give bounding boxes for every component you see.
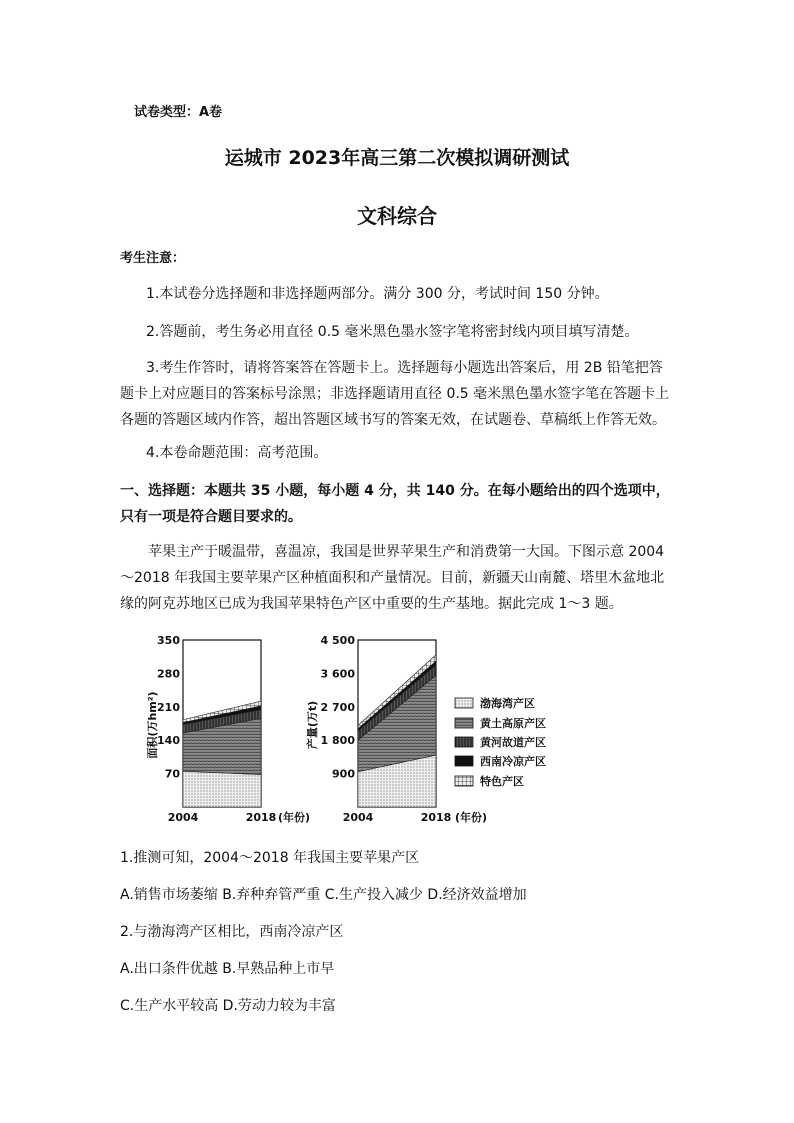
y-tick-label: 2 700 bbox=[320, 700, 355, 714]
legend-label: 渤海湾产区 bbox=[480, 697, 535, 710]
legend-label: 黄土高原产区 bbox=[480, 717, 546, 730]
y-tick-labels bbox=[321, 634, 356, 781]
y-tick-label: 350 bbox=[157, 634, 180, 647]
y-tick-label: 4 500 bbox=[320, 634, 355, 647]
question-1-options: A.销售市场萎缩 B.弃种弃管严重 C.生产投入减少 D.经济效益增加 bbox=[120, 887, 527, 903]
x-tick-label: 2018 bbox=[420, 811, 452, 824]
notice-item: 3.考生作答时，请将答案答在答题卡上。选择题每小题选出答案后，用 2B 铅笔把答题卡上对应题目的答案标号涂黑；非选择题请用直径 0.5 毫米黑色墨水签字笔在答题卡上各题的答题区域内作答，超出答题区域书写的答案无效，在试题卷、草稿纸上作答无效。 bbox=[120, 360, 670, 428]
y-tick-label: 140 bbox=[157, 734, 180, 748]
legend-swatch bbox=[455, 698, 473, 708]
legend-swatch bbox=[455, 776, 473, 786]
exam-title: 运城市 2023年高三第二次模拟调研测试 bbox=[224, 147, 570, 169]
y-axis-label: 面积(万hm²) bbox=[146, 691, 159, 759]
figure bbox=[110, 625, 550, 835]
area-series bbox=[183, 771, 261, 807]
notice-item: 1.本试卷分选择题和非选择题两部分。满分 300 分，考试时间 150 分钟。 bbox=[146, 286, 609, 302]
question-1-stem: 1.推测可知，2004～2018 年我国主要苹果产区 bbox=[120, 850, 420, 866]
y-tick-label: 1 800 bbox=[320, 734, 355, 748]
x-axis-label: (年份) bbox=[278, 811, 311, 824]
section-heading: 一、选择题：本题共 35 小题，每小题 4 分，共 140 分。在每小题给出的四个选项中，只有一项是符合题目要求的。 bbox=[120, 483, 670, 525]
y-tick-labels bbox=[157, 634, 180, 781]
y-tick-label: 3 600 bbox=[320, 667, 355, 681]
passage: 苹果主产于暖温带，喜温凉，我国是世界苹果生产和消费第一大国。下图示意 2004～2018 年我国主要苹果产区种植面积和产量情况。目前，新疆天山南麓、塔里木盆地北缘的阿克苏地区已成为我国苹果特色产区中重要的生产基地。据此完成 1～3 题。 bbox=[120, 544, 665, 612]
y-tick-label: 280 bbox=[157, 667, 180, 681]
x-tick-label: 2004 bbox=[342, 811, 374, 824]
notice-item: 4.本卷命题范围：高考范围。 bbox=[146, 445, 328, 461]
x-tick-label: 2004 bbox=[167, 811, 199, 824]
question-2-options: C.生产水平较高 D.劳动力较为丰富 bbox=[120, 998, 336, 1014]
y-tick-label: 210 bbox=[157, 700, 180, 714]
legend-label: 黄河故道产区 bbox=[480, 736, 546, 749]
paper-type-label: 试卷类型：A卷 bbox=[134, 105, 223, 120]
question-2-stem: 2.与渤海湾产区相比，西南冷凉产区 bbox=[120, 924, 344, 940]
notice-title: 考生注意： bbox=[120, 251, 186, 266]
area-chart-1 bbox=[145, 634, 310, 824]
legend-label: 西南冷凉产区 bbox=[480, 755, 546, 768]
subject-title: 文科综合 bbox=[357, 204, 437, 228]
question-2-options: A.出口条件优越 B.早熟品种上市早 bbox=[120, 961, 335, 977]
x-axis-label: (年份) bbox=[455, 811, 488, 824]
legend-swatch bbox=[455, 756, 473, 766]
legend-swatch bbox=[455, 718, 473, 728]
legend-label: 特色产区 bbox=[480, 775, 524, 788]
legend bbox=[455, 696, 546, 788]
area-chart-2 bbox=[305, 634, 487, 824]
x-tick-label: 2018 bbox=[245, 811, 277, 824]
legend-swatch bbox=[455, 737, 473, 747]
y-tick-label: 900 bbox=[332, 767, 355, 781]
y-tick-label: 70 bbox=[164, 767, 180, 781]
stacked-areas bbox=[183, 701, 261, 807]
notice-item: 2.答题前，考生务必用直径 0.5 毫米黑色墨水签字笔将密封线内项目填写清楚。 bbox=[146, 324, 639, 340]
y-axis-label: 产量(万t) bbox=[306, 700, 319, 750]
